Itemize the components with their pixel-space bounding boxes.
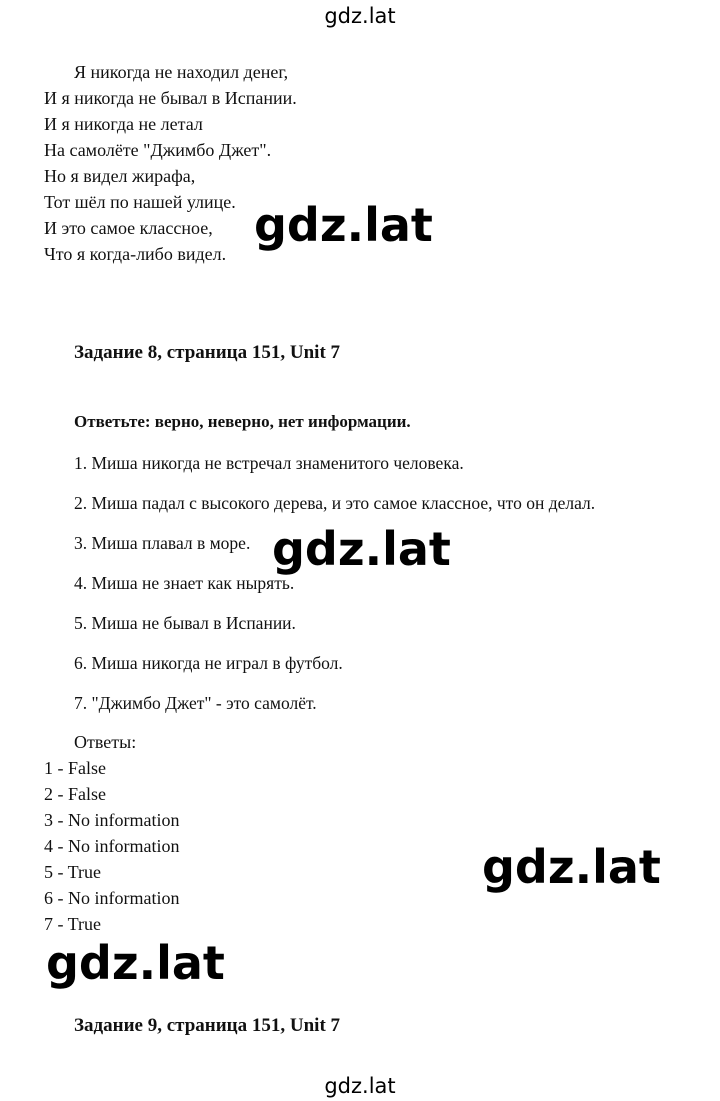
poem-line: И я никогда не летал xyxy=(44,114,203,134)
task8-instruction: Ответьте: верно, неверно, нет информации. xyxy=(74,412,411,431)
poem-line: Но я видел жирафа, xyxy=(44,166,196,186)
question-item: 2. Миша падал с высокого дерева, и это самое классное, что он делал. xyxy=(74,493,596,513)
poem-line: На самолёте "Джимбо Джет". xyxy=(44,140,272,160)
answer-item: 5 - True xyxy=(44,862,102,882)
answer-item: 4 - No information xyxy=(44,836,180,856)
watermark: gdz.lat xyxy=(482,840,661,894)
question-item: 4. Миша не знает как нырять. xyxy=(74,573,295,593)
question-item: 7. "Джимбо Джет" - это самолёт. xyxy=(74,693,317,713)
question-item: 1. Миша никогда не встречал знаменитого человека. xyxy=(74,453,464,473)
poem-line: Что я когда-либо видел. xyxy=(44,244,227,264)
question-item: 6. Миша никогда не играл в футбол. xyxy=(74,653,343,673)
site-footer: gdz.lat xyxy=(324,1074,396,1098)
watermark: gdz.lat xyxy=(46,936,225,990)
poem-line: И я никогда не бывал в Испании. xyxy=(44,88,297,108)
poem-line: Тот шёл по нашей улице. xyxy=(44,192,236,212)
watermark: gdz.lat xyxy=(254,198,433,252)
answer-item: 6 - No information xyxy=(44,888,180,908)
question-item: 3. Миша плавал в море. xyxy=(74,533,251,553)
answer-item: 1 - False xyxy=(44,758,106,778)
answer-item: 3 - No information xyxy=(44,810,180,830)
task9-title: Задание 9, страница 151, Unit 7 xyxy=(74,1015,341,1036)
site-header: gdz.lat xyxy=(324,4,396,28)
answer-item-clipped-wrapper xyxy=(44,910,244,932)
question-item: 5. Миша не бывал в Испании. xyxy=(74,613,296,633)
watermark: gdz.lat xyxy=(272,522,451,576)
poem-line: И это самое классное, xyxy=(44,218,213,238)
task8-title: Задание 8, страница 151, Unit 7 xyxy=(74,342,341,363)
answer-item: 7 - True xyxy=(44,914,102,932)
answers-label: Ответы: xyxy=(74,732,137,752)
answer-item: 2 - False xyxy=(44,784,106,804)
poem-line: Я никогда не находил денег, xyxy=(74,62,289,82)
